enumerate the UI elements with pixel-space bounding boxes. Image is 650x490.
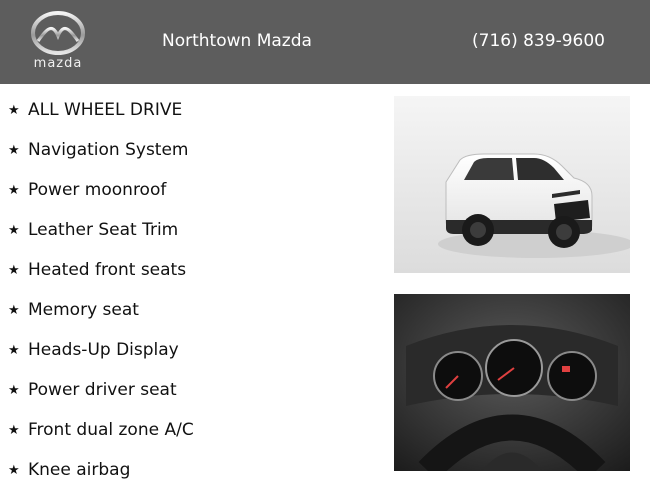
dashboard-illustration	[394, 294, 630, 471]
star-icon: ★	[8, 182, 20, 198]
star-icon: ★	[8, 382, 20, 398]
list-item	[8, 410, 388, 450]
mazda-logo-icon	[22, 8, 94, 76]
feature-label: Leather Seat Trim	[28, 220, 179, 240]
phone-number[interactable]: (716) 839-9600	[472, 31, 605, 51]
list-item	[8, 250, 388, 290]
feature-label: Power driver seat	[28, 380, 177, 400]
star-icon: ★	[8, 342, 20, 358]
star-icon: ★	[8, 422, 20, 438]
feature-list	[8, 90, 388, 490]
feature-label: Heated front seats	[28, 260, 187, 280]
logo-wordmark: mazda	[33, 56, 83, 71]
list-item	[8, 130, 388, 170]
instrument-cluster-photo	[394, 294, 630, 471]
list-item	[8, 330, 388, 370]
star-icon: ★	[8, 302, 20, 318]
feature-label: ALL WHEEL DRIVE	[28, 100, 183, 120]
list-item	[8, 370, 388, 410]
dealer-name[interactable]: Northtown Mazda	[162, 31, 312, 51]
suv-illustration	[394, 96, 630, 273]
list-item	[8, 170, 388, 210]
feature-label: Front dual zone A/C	[28, 420, 194, 440]
feature-label: Memory seat	[28, 300, 139, 320]
list-item	[8, 450, 388, 490]
star-icon: ★	[8, 262, 20, 278]
vehicle-exterior-photo	[394, 96, 630, 273]
feature-label: Knee airbag	[28, 460, 131, 480]
feature-label: Heads-Up Display	[28, 340, 179, 360]
star-icon: ★	[8, 102, 20, 118]
star-icon: ★	[8, 222, 20, 238]
header-bar	[0, 0, 650, 84]
list-item	[8, 210, 388, 250]
list-item	[8, 290, 388, 330]
feature-label: Power moonroof	[28, 180, 167, 200]
star-icon: ★	[8, 142, 20, 158]
feature-label: Navigation System	[28, 140, 189, 160]
star-icon: ★	[8, 462, 20, 478]
list-item	[8, 90, 388, 130]
mazda-emblem-icon	[22, 8, 94, 58]
